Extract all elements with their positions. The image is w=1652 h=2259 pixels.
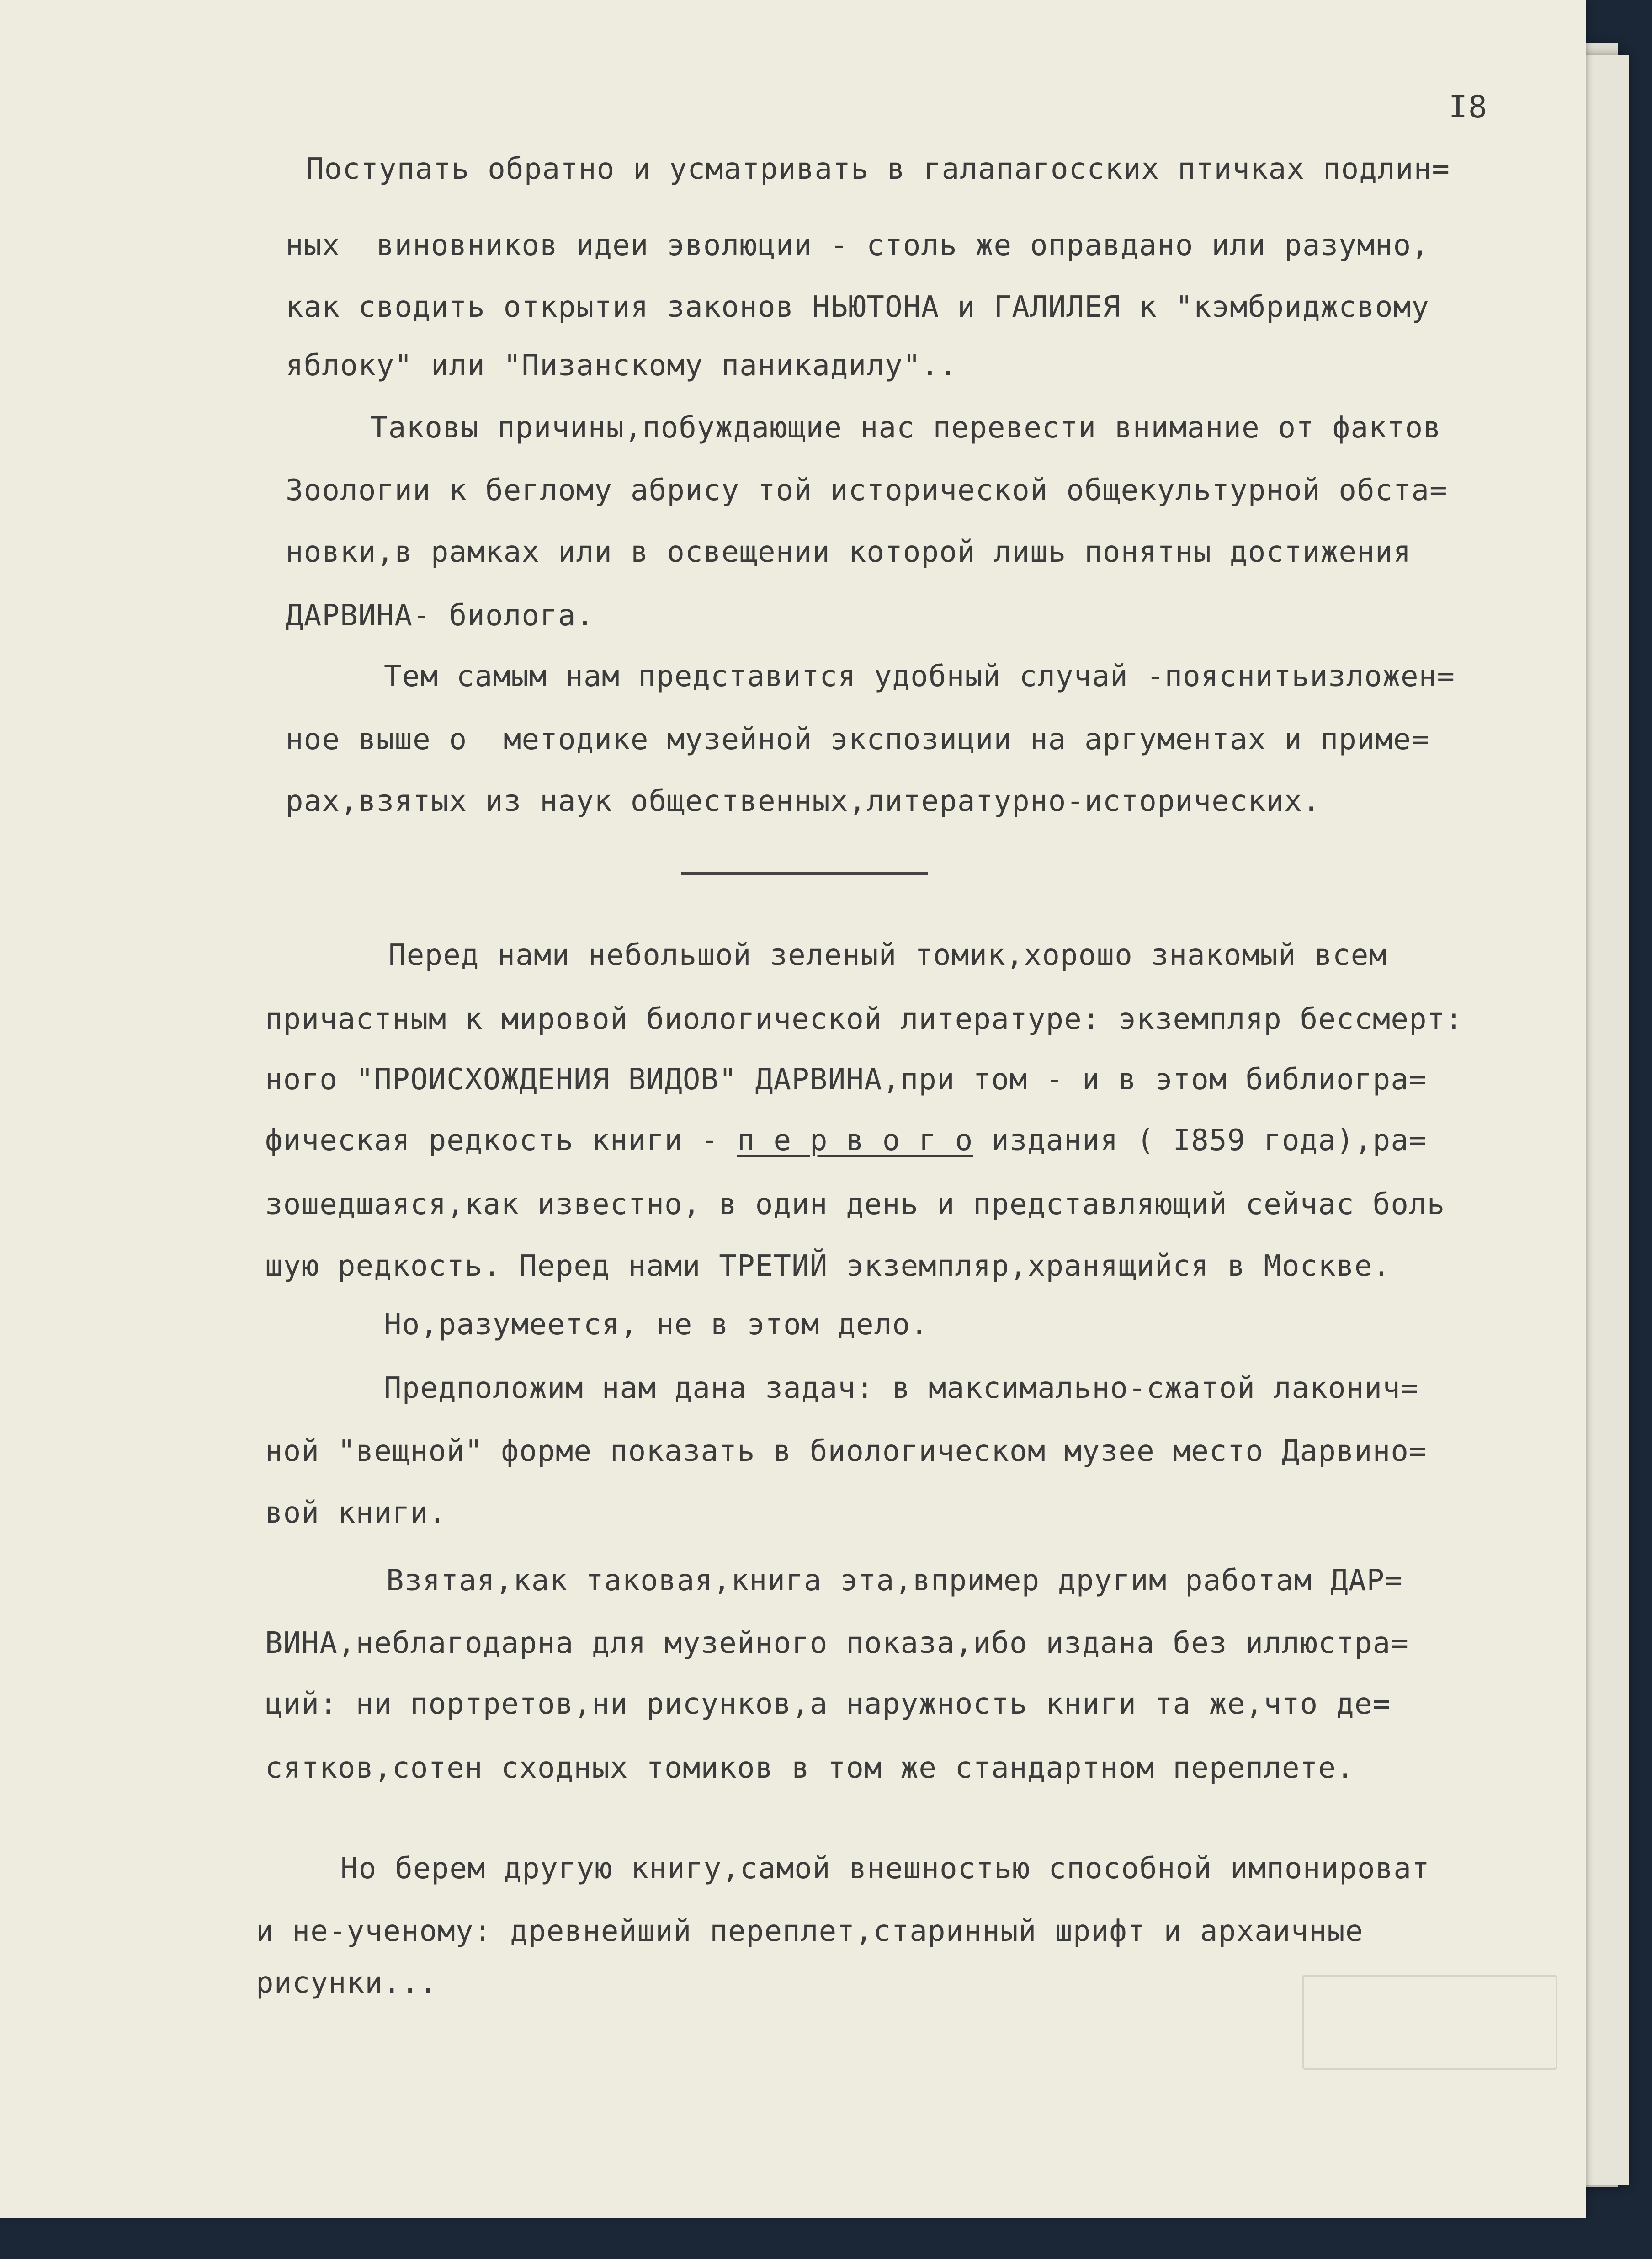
text-line: ной "вещной" форме показать в биологическом музее место Дарвино=	[265, 1434, 1427, 1468]
text-segment: фическая редкость книги -	[265, 1124, 738, 1157]
text-line: яблоку" или "Пизанскому паникадилу"..	[286, 349, 958, 383]
text-line	[265, 1122, 1427, 1159]
text-line: Предположим нам дана задач: в максимально-сжатой лаконич=	[384, 1371, 1419, 1405]
faded-stamp	[1302, 1975, 1557, 2070]
section-separator	[681, 872, 928, 875]
text-line: Перед нами небольшой зеленый томик,хорошо знакомый всем	[388, 938, 1387, 972]
text-line: рисунки...	[256, 1966, 438, 2000]
text-line: Взятая,как таковая,книга эта,впример другим работам ДАР=	[386, 1564, 1403, 1598]
text-line: Тем самым нам представится удобный случай -пояснитьизложен=	[384, 660, 1455, 693]
text-line: Таковы причины,побуждающие нас перевести внимание от фактов	[370, 411, 1442, 445]
text-line: ДАРВИНА- биолога.	[286, 599, 595, 633]
text-line: причастным к мировой биологической литературе: экземпляр бессмерт:	[265, 1002, 1464, 1036]
underlined-word: п е р в о г о	[737, 1124, 973, 1157]
text-line: зошедшаяся,как известно, в один день и представляющий сейчас боль	[265, 1188, 1445, 1221]
text-line: вой книги.	[265, 1496, 447, 1530]
text-line: Но берем другую книгу,самой внешностью способной импонироват	[340, 1852, 1430, 1886]
text-line: ВИНА,неблагодарна для музейного показа,ибо издана без иллюстра=	[265, 1626, 1409, 1660]
text-line: и не-ученому: древнейший переплет,старинный шрифт и архаичные	[256, 1914, 1364, 1948]
text-line: Поступать обратно и усматривать в галапагосских птичках подлин=	[306, 152, 1450, 186]
text-line: Но,разумеется, не в этом дело.	[384, 1308, 929, 1342]
text-line: Зоологии к беглому абрису той исторической общекультурной обста=	[286, 474, 1448, 507]
text-line: новки,в рамках или в освещении которой лишь понятны достижения	[286, 535, 1412, 569]
text-line: сятков,сотен сходных томиков в том же стандартном переплете.	[265, 1751, 1355, 1785]
text-line: ного "ПРОИСХОЖДЕНИЯ ВИДОВ" ДАРВИНА,при том - и в этом библиогра=	[265, 1063, 1427, 1097]
text-line: ное выше о методике музейной экспозиции на аргументах и приме=	[286, 723, 1430, 757]
text-line: рах,взятых из наук общественных,литературно-исторических.	[286, 784, 1321, 818]
page-number: I8	[1449, 89, 1488, 125]
text-segment: издания ( I859 года),ра=	[973, 1124, 1427, 1157]
text-line: шую редкость. Перед нами ТРЕТИЙ экземпляр,хранящийся в Москве.	[265, 1249, 1391, 1283]
text-line: ных виновников идеи эволюции - столь же оправдано или разумно,	[286, 229, 1430, 262]
text-line: ций: ни портретов,ни рисунков,а наружность книги та же,что де=	[265, 1687, 1391, 1721]
text-line: как сводить открытия законов НЬЮТОНА и ГАЛИЛЕЯ к "кэмбриджсвому	[286, 290, 1430, 324]
